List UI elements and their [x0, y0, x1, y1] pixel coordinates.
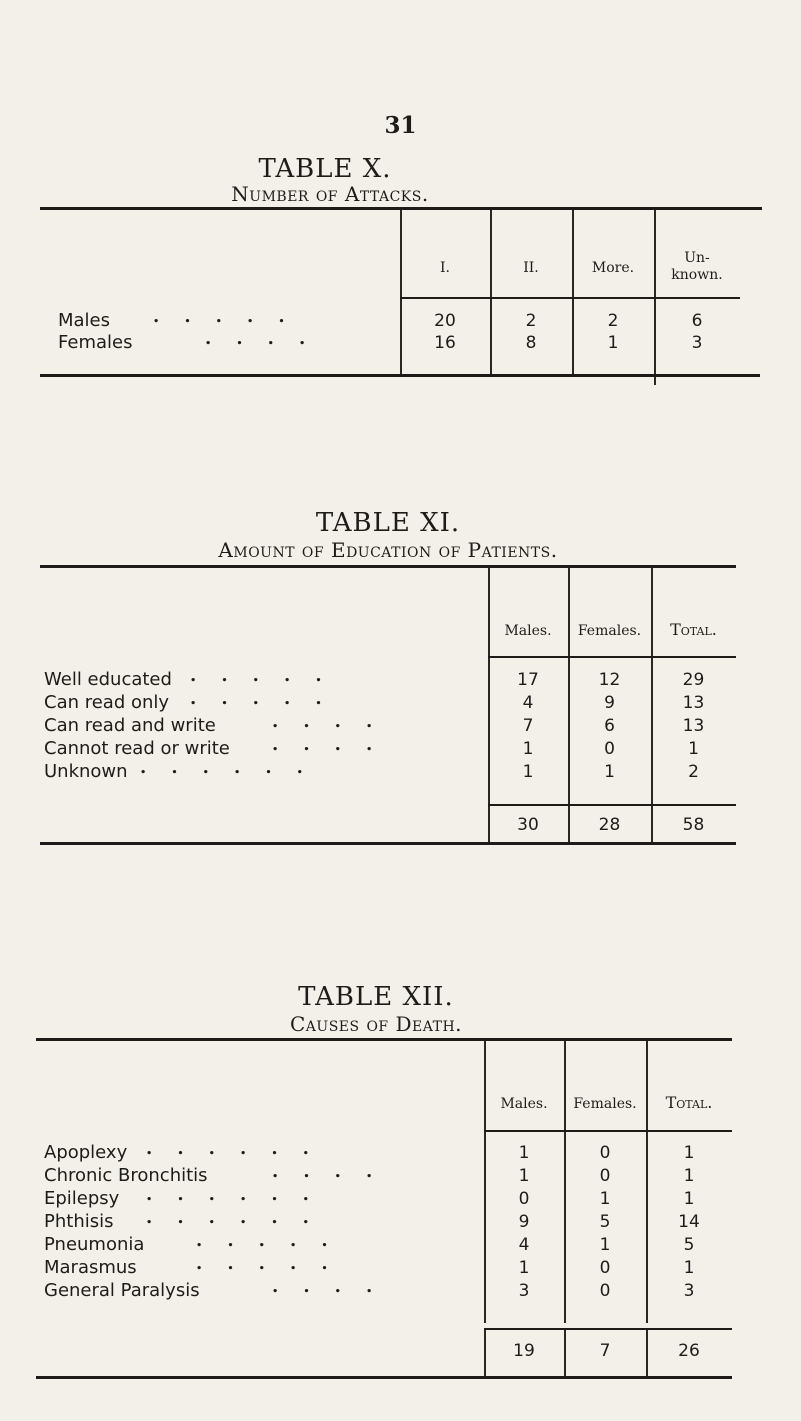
cell: 14	[678, 1212, 700, 1232]
cell: 1	[599, 1235, 611, 1255]
table-subtitle: Amount of Education of Patients.	[218, 538, 558, 562]
header-rule	[400, 297, 740, 299]
leader-dots: . . . . .	[190, 665, 322, 686]
cell: 29	[682, 670, 705, 690]
cell: 2	[607, 311, 619, 331]
column-header: Total.	[670, 620, 717, 639]
leader-dots: . . . . . .	[146, 1207, 309, 1228]
column-divider	[564, 1330, 566, 1376]
total-cell: 26	[678, 1341, 700, 1361]
row-label: Epilepsy	[44, 1188, 120, 1209]
leader-dots: . . . .	[272, 711, 373, 732]
column-divider	[484, 1330, 486, 1376]
cell: 8	[525, 333, 537, 353]
cell: 1	[522, 739, 534, 759]
leader-dots: . . . . . .	[146, 1138, 309, 1159]
total-cell: 58	[682, 815, 705, 835]
cell: 13	[682, 693, 705, 713]
bottom-rule	[40, 374, 760, 377]
bottom-rule	[36, 1376, 732, 1379]
cell: 9	[518, 1212, 530, 1232]
cell: 1	[688, 739, 699, 759]
row-label: Males	[58, 310, 111, 331]
cell: 1	[607, 333, 619, 353]
cell: 1	[683, 1258, 695, 1278]
row-label: Cannot read or write	[44, 738, 230, 759]
cell: 5	[599, 1212, 611, 1232]
column-header: I.	[440, 260, 450, 276]
leader-dots: . . . .	[272, 1276, 373, 1297]
cell: 0	[604, 739, 615, 759]
cell: 4	[522, 693, 534, 713]
table-title: TABLE XI.	[315, 508, 461, 538]
cell: 0	[518, 1189, 530, 1209]
page-number: 31	[384, 112, 417, 139]
leader-dots: . . . .	[272, 1161, 373, 1182]
cell: 1	[522, 762, 534, 782]
cell: 0	[599, 1258, 611, 1278]
row-label: Apoplexy	[44, 1142, 128, 1163]
cell: 1	[683, 1143, 695, 1163]
header-rule	[484, 1130, 732, 1132]
leader-dots: . . . . .	[153, 306, 285, 327]
cell: 1	[683, 1189, 695, 1209]
cell: 0	[599, 1166, 611, 1186]
cell: 17	[517, 670, 539, 690]
cell: 20	[434, 311, 456, 331]
cell: 6	[604, 716, 615, 736]
row-label: Can read only	[44, 692, 170, 713]
cell: 0	[599, 1143, 611, 1163]
cell: 1	[683, 1166, 695, 1186]
cell: 1	[599, 1189, 611, 1209]
cell: 1	[604, 762, 615, 782]
row-label: Females	[58, 332, 133, 353]
column-header: II.	[523, 260, 539, 276]
bottom-rule	[40, 842, 736, 845]
column-header: Females.	[577, 623, 642, 639]
row-label: Chronic Bronchitis	[44, 1165, 208, 1186]
row-label: Unknown	[44, 761, 128, 782]
column-header: Females.	[573, 1096, 637, 1112]
leader-dots: . . . .	[205, 328, 306, 349]
cell: 13	[682, 716, 705, 736]
table-subtitle: Number of Attacks.	[231, 182, 429, 206]
row-label: Phthisis	[44, 1211, 114, 1232]
cell: 0	[599, 1281, 611, 1301]
header-rule	[488, 656, 736, 658]
leader-dots: . . . . . .	[146, 1184, 309, 1205]
leader-dots: . . . . . .	[140, 757, 303, 778]
cell: 9	[604, 693, 615, 713]
column-header: Males.	[500, 1096, 548, 1112]
cell: 2	[525, 311, 537, 331]
column-header: Un- known.	[671, 250, 723, 283]
cell: 1	[518, 1143, 530, 1163]
leader-dots: . . . .	[272, 734, 373, 755]
cell: 3	[683, 1281, 695, 1301]
row-label: Pneumonia	[44, 1234, 145, 1255]
total-cell: 19	[513, 1341, 535, 1361]
cell: 2	[688, 762, 699, 782]
cell: 5	[683, 1235, 695, 1255]
row-label: Can read and write	[44, 715, 216, 736]
cell: 16	[434, 333, 456, 353]
top-rule	[36, 1038, 732, 1041]
cell: 4	[518, 1235, 530, 1255]
cell: 1	[518, 1258, 530, 1278]
cell: 1	[518, 1166, 530, 1186]
cell: 7	[522, 716, 534, 736]
cell: 3	[518, 1281, 530, 1301]
total-rule	[488, 804, 736, 806]
cell: 6	[691, 311, 703, 331]
leader-dots: . . . . .	[196, 1230, 328, 1251]
table-title: TABLE X.	[258, 154, 392, 184]
total-rule	[484, 1328, 732, 1330]
row-label: Marasmus	[44, 1257, 137, 1278]
cell: 3	[691, 333, 703, 353]
total-cell: 28	[598, 815, 621, 835]
column-header: Males.	[504, 623, 552, 639]
top-rule	[40, 565, 736, 568]
cell: 12	[598, 670, 621, 690]
column-divider	[646, 1330, 648, 1376]
table-title: TABLE XII.	[298, 982, 454, 1012]
table-subtitle: Causes of Death.	[289, 1012, 463, 1036]
row-label: Well educated	[44, 669, 172, 690]
leader-dots: . . . . .	[190, 688, 322, 709]
column-header: Total.	[665, 1093, 713, 1112]
total-cell: 7	[599, 1341, 611, 1361]
row-label: General Paralysis	[44, 1280, 200, 1301]
leader-dots: . . . . .	[196, 1253, 328, 1274]
total-cell: 30	[517, 815, 539, 835]
column-header: More.	[591, 260, 635, 276]
